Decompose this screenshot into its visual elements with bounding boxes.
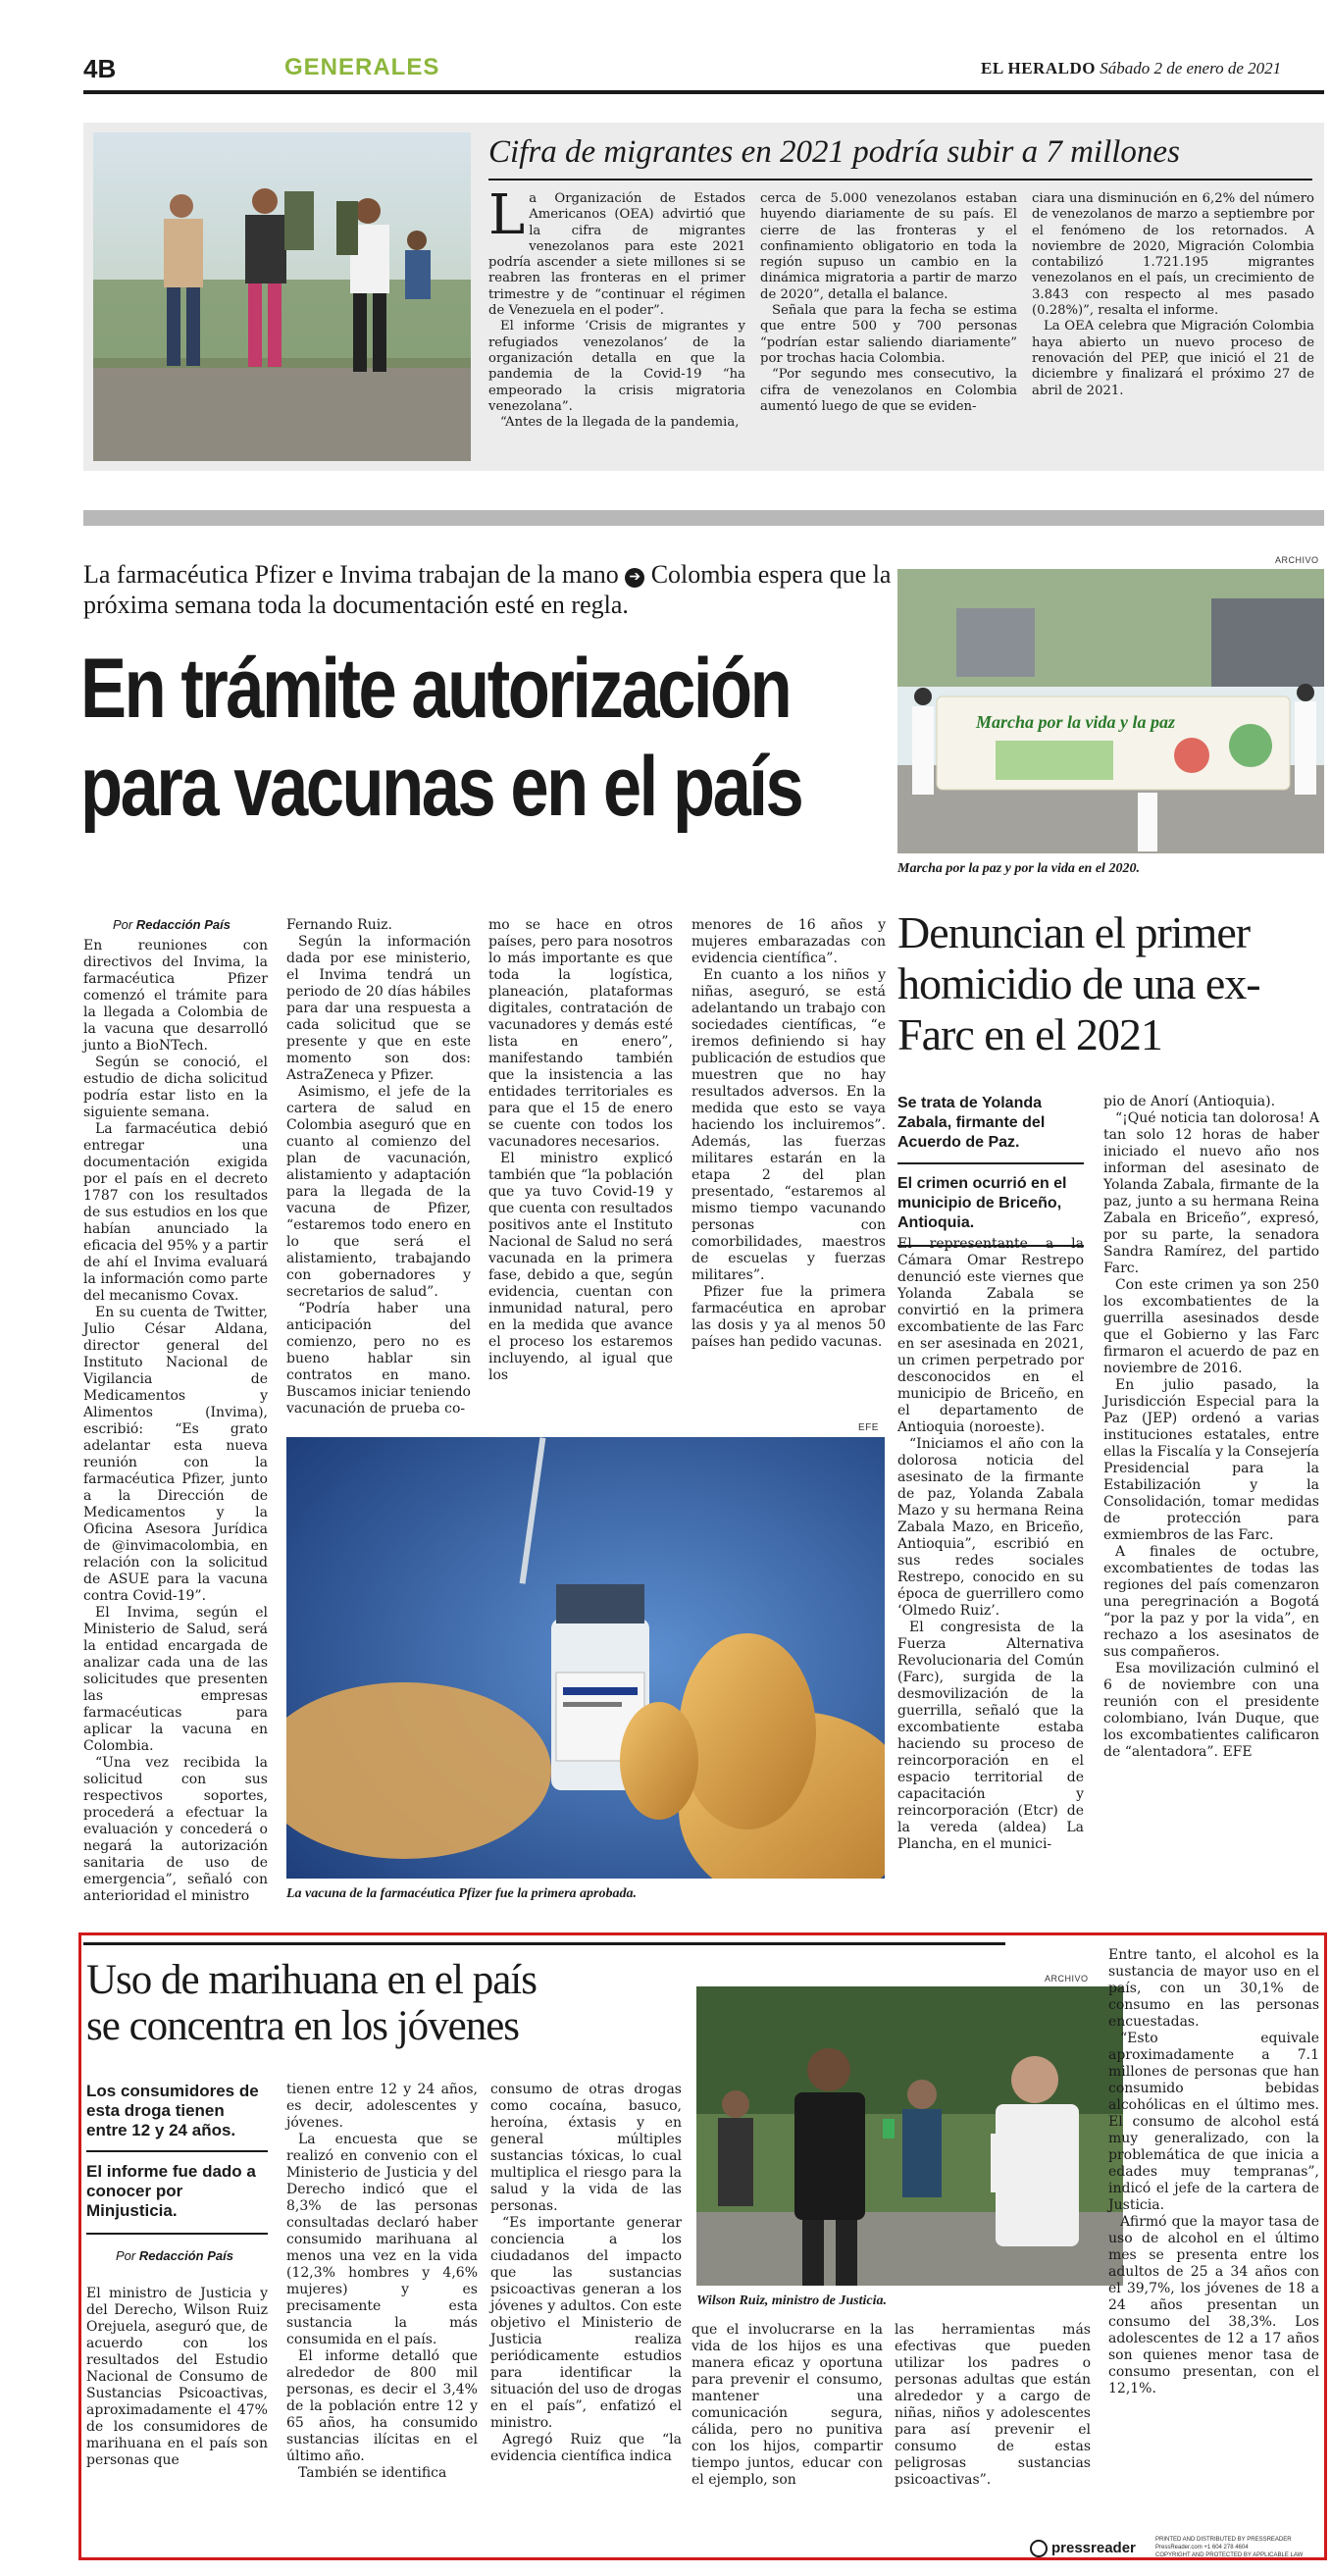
marijuana-column-2: [286, 2082, 478, 2482]
marijuana-column-3: [490, 2082, 682, 2465]
march-photo-credit: ARCHIVO: [1275, 555, 1319, 565]
marijuana-paragraph: las herramientas más efectivas que pueden utilizar los padres o personas adultas que están alrededor y a cargo de niñas, niños y adolescentes para así prevenir el consumo de estas peligrosas sustancias psicoactivas”.: [895, 2322, 1091, 2488]
march-photo: [897, 569, 1324, 853]
exfarc-paragraph: En julio pasado, la Jurisdicción Especial para la Paz (JEP) ordenó a varias instituciones estatales, entre ellas la Fiscalía y la Consejería Presidencial para la Estabilización y la Consolidación, tomar medidas de protección para exmiembros de las Farc.: [1103, 1377, 1319, 1543]
drop-cap: L: [488, 183, 526, 247]
marijuana-column-4: [691, 2322, 883, 2489]
marijuana-column-5: [895, 2322, 1091, 2489]
migrants-paragraph: cerca de 5.000 venezolanos estaban huyendo diariamente de su país. El cierre de las fronteras y el confinamiento obligatorio en toda la región supuso un cambio en la dinámica migratoria a partir de marzo de 2020”, detalla el balance.: [760, 191, 1017, 302]
exfarc-paragraph: “Iniciamos el año con la dolorosa noticia del asesinato de la firmante de paz, Yolanda Zabala Mazo y su hermana Reina Zabala Mazo, en Briceño, Antioquia”, escribió en sus redes sociales Restrepo, conocido en su época de guerrillero como ‘Olmedo Ruiz’.: [897, 1436, 1084, 1619]
ruiz-photo: [696, 1986, 1123, 2286]
marijuana-subdeck-2: El informe fue dado a conocer por Minjusticia.: [86, 2162, 268, 2235]
vaccines-deck: La farmacéutica Pfizer e Invima trabajan de la mano ➔ Colombia espera que la próxima semana toda la documentación esté en regla.: [83, 560, 892, 619]
vaccines-paragraph: En su cuenta de Twitter, Julio César Aldana, director general del Instituto Nacional de Vigilancia de Medicamentos y Alimentos (Invima), escribió: “Es grato adelantar esta nueva reunión con la farmacéutica Pfizer, junto a la Dirección de Medicamentos y la Oficina Asesora Jurídica de @invimacolombia, en relación con la solicitud de ASUE para la vacuna contra Covid-19”.: [83, 1305, 268, 1604]
marijuana-paragraph: que el involucrarse en la vida de los hijos es una manera eficaz y oportuna para prevenir el consumo, mantener una comunicación segura, cálida, pero no punitiva con los hijos, compartir tiempo juntos, educar con el ejemplo, son: [691, 2322, 883, 2488]
vaccines-headline: En trámite autorización para vacunas en el país: [80, 642, 802, 834]
exfarc-column-2: [1103, 1094, 1319, 1761]
marijuana-byline: Por Redacción País: [116, 2248, 233, 2263]
vaccines-column-2: [286, 917, 471, 1417]
migrants-paragraph: Señala que para la fecha se estima que entre 500 y 700 personas “podrían estar saliendo diariamente” por trochas hacia Colombia.: [760, 303, 1017, 366]
vaccines-paragraph: La farmacéutica debió entregar una documentación exigida por el país en el decreto 1787 con los resultados de sus estudios en los que habían anunciado la eficacia del 95% y a partir de ahí el Invima evaluará la información como parte del mecanismo Covax.: [83, 1121, 268, 1304]
pressreader-brand: pressreader: [1051, 2540, 1136, 2556]
masthead: [981, 59, 1281, 78]
section-name: GENERALES: [284, 54, 440, 80]
vaccines-column-1: [83, 917, 268, 1905]
marijuana-paragraph: El ministro de Justicia y del Derecho, Wilson Ruiz Orejuela, aseguró que, de acuerdo con los resultados del Estudio Nacional de Consumo de Sustancias Psicoactivas, aproximadamente el 47% de los consumidores de marihuana en el país son personas que: [86, 2286, 268, 2468]
pressreader-logo-icon: [1030, 2540, 1048, 2557]
migrants-paragraph: ciara una disminución en 6,2% del número de venezolanos de marzo a septiembre por el fenómeno de los retornados. A noviembre de 2020, Migración Colombia contabilizó 1.721.195 migrantes venezolanos en el país, un crecimiento de 3.843 con respecto al mes pasado (0.28%)”, resalta el informe.: [1032, 191, 1314, 319]
marijuana-paragraph: Agregó Ruiz que “la evidencia científica indica: [490, 2432, 682, 2464]
ruiz-photo-caption: Wilson Ruiz, ministro de Justicia.: [696, 2293, 887, 2308]
page-number: 4B: [83, 54, 117, 83]
vaccine-photo: [286, 1437, 885, 1879]
exfarc-paragraph: pio de Anorí (Antioquia).: [1103, 1094, 1276, 1109]
vaccines-paragraph: mo se hace en otros países, pero para nosotros lo más importante es que toda la logística, planeación, plataformas digitales, contratación de vacunadores y demás esté lista en enero”, manifestando también que la insistencia a las entidades territoriales es para que el 15 de enero se cuente con todos los vacunadores necesarios.: [488, 917, 673, 1150]
marijuana-column-1: [86, 2286, 268, 2469]
marijuana-paragraph: También se identifica: [298, 2465, 447, 2481]
paper-name: EL HERALDO: [981, 59, 1096, 77]
marijuana-paragraph: El informe detalló que alrededor de 800 mil personas, es decir el 3,4% de la población entre 12 y 65 años, ha consumido sustancias ilícitas en el último año.: [286, 2348, 478, 2464]
migrants-paragraph: La Organización de Estados Americanos (OEA) advirtió que la cifra de migrantes venezolanos para este 2021 podría ascender a siete millones si se reabren las fronteras en el primer trimestre y de “continuar el régimen de Venezuela en el poder”.: [488, 183, 745, 319]
arrow-right-icon: ➔: [625, 568, 644, 588]
vaccines-paragraph: En cuanto a los niños y niñas, aseguró, se está adelantando un trabajo con sociedades científicas, “e iremos definiendo si hay publicación de estudios que muestren que no hay resultados adversos. En la medida que esto se vaya haciendo los incluiremos”. Además, las fuerzas militares estarán en la etapa 2 del plan presentado, “estaremos al mismo tiempo vacunando personas con comorbilidades, maestros de escuelas y fuerzas militares”.: [691, 967, 886, 1283]
pressreader-notice: PRINTED AND DISTRIBUTED BY PRESSREADER PressReader.com +1 604 278 4604 COPYRIGHT AND PROTECTED BY APPLICABLE LAW: [1155, 2537, 1304, 2558]
migrants-headline: Cifra de migrantes en 2021 podría subir a 7 millones: [488, 134, 1180, 170]
vaccines-column-3: [488, 917, 673, 1384]
vaccines-paragraph: Según se conoció, el estudio de dicha solicitud podría estar listo en la siguiente semana.: [83, 1055, 268, 1120]
migrants-column-2: [760, 191, 1017, 415]
vaccines-paragraph: Asimismo, el jefe de la cartera de salud en Colombia aseguró que en cuanto al comienzo del plan de vacunación, alistamiento y adaptación para la llegada de la vacuna de Pfizer, “estaremos todo enero en lo que será el alistamiento, trabajando con gobernadores y secretarios de salud”.: [286, 1084, 471, 1300]
exfarc-paragraph: Con este crimen ya son 250 los excombatientes de la guerrilla asesinados desde que el Gobierno y las Farc firmaron el acuerdo de paz en noviembre de 2016.: [1103, 1277, 1319, 1376]
exfarc-paragraph: “¡Qué noticia tan dolorosa! A tan solo 12 horas de haber iniciado el nuevo año nos informan del asesinato de Yolanda Zabala, firmante de la paz, junto a su hermana Reina Zabala en Briceño”, expresó, por su parte, la senadora Sandra Ramírez, del partido Farc.: [1103, 1110, 1319, 1276]
section-divider: [83, 510, 1324, 526]
marijuana-paragraph: “Es importante generar conciencia a los ciudadanos del impacto que las sustancias psicoactivas generan a los jóvenes y adultos. Con este objetivo el Ministerio de Justicia realiza periódicamente estudios para identificar la situación del uso de drogas en el país”, enfatizó el ministro.: [490, 2215, 682, 2431]
ruiz-photo-credit: ARCHIVO: [1045, 1974, 1089, 1984]
marijuana-paragraph: “Esto equivale aproximadamente a 7.1 millones de personas que han consumido bebidas alcohólicas en el último mes. El consumo de alcohol está muy generalizado, con la problemática de que inicia a edades muy tempranas”, indicó el jefe de la cartera de Justicia.: [1108, 2031, 1319, 2213]
exfarc-paragraph: Esa movilización culminó el 6 de noviembre con una reunión con el presidente colombiano, Iván Duque, que los excombatientes calificaron de “alentadora”. EFE: [1103, 1661, 1319, 1760]
marijuana-paragraph: La encuesta que se realizó en convenio con el Ministerio de Justicia y del Derecho indicó que el 8,3% de las personas consultadas declaró haber consumido marihuana al menos una vez en la vida (12,3% hombres y 4,6% mujeres) y es precisamente esta sustancia la más consumida en el país.: [286, 2132, 478, 2347]
march-photo-caption: Marcha por la paz y por la vida en el 2020.: [897, 861, 1140, 876]
marijuana-rule: [83, 1942, 1005, 1945]
vaccine-photo-caption: La vacuna de la farmacéutica Pfizer fue la primera aprobada.: [286, 1886, 637, 1901]
vaccines-paragraph: El Invima, según el Ministerio de Salud, será la entidad encargada de analizar cada una de las solicitudes que presenten las empresas farmacéuticas para aplicar la vacuna en Colombia.: [83, 1605, 268, 1754]
marijuana-headline: Uso de marihuana en el país se concentra en los jóvenes: [86, 1957, 537, 2049]
exfarc-paragraph: El congresista de la Fuerza Alternativa Revolucionaria del Común (Farc), surgida de la desmovilización de la guerrilla, señaló que la excombatiente estaba haciendo su proceso de reincorporación en el espacio territorial de capacitación y reincorporación (Etcr) de la vereda (aldea) La Plancha, en el munici-: [897, 1620, 1084, 1852]
exfarc-paragraph: A finales de octubre, excombatientes de todas las regiones del país comenzaron una peregrinación a Bogotá “por la paz y por la vida”, en rechazo a los asesinatos de sus compañeros.: [1103, 1544, 1319, 1660]
vaccines-paragraph: Según la información dada por ese ministerio, el Invima tendrá un periodo de 20 días hábiles para dar una respuesta a cada solicitud que se presente y que en este momento son dos: AstraZeneca y Pfizer.: [286, 934, 471, 1083]
migrants-column-3: [1032, 191, 1314, 399]
vaccines-paragraph: Pfizer fue la primera farmacéutica en aprobar las dosis y ya al menos 50 países han pedido vacunas.: [691, 1284, 886, 1350]
marijuana-paragraph: consumo de otras drogas como cocaína, basuco, heroína, éxtasis y en general múltiples sustancias tóxicas, lo cual multiplica el riesgo para la salud y la vida de las personas.: [490, 2082, 682, 2214]
migrants-paragraph: El informe ‘Crisis de migrantes y refugiados venezolanos’ de la organización detalla en que la pandemia de la Covid-19 “ha empeorado la crisis migratoria venezolana”.: [488, 319, 745, 414]
migrants-column-1: [488, 183, 745, 431]
migrants-rule: [488, 179, 1312, 180]
vaccines-paragraph: “Podría haber una anticipación del comienzo, pero no es bueno hablar sin contratos en mano. Buscamos iniciar teniendo vacunación de prueba co-: [286, 1301, 471, 1417]
vaccines-column-4: [691, 917, 886, 1351]
vaccines-paragraph: El ministro explicó también que “la población que ya tuvo Covid-19 y que cuenta con resultados positivos ante el Instituto Nacional de Salud no será vacunada en la primera fase, debido a que, según evidencia, cuentan con inmunidad natural, pero en la medida que avance el proceso los estaremos incluyendo, al igual que los: [488, 1151, 673, 1383]
marijuana-paragraph: Afirmó que la mayor tasa de uso de alcohol en el último mes se presenta entre los adultos de 25 a 34 años con el 39,7%, los jóvenes de 18 a 24 años presentan un consumo del 38,3%. Los adolescentes de 12 a 17 años son quienes menor tasa de consumo presentan, con el 12,1%.: [1108, 2214, 1319, 2396]
marijuana-subdecks: [86, 2082, 268, 2269]
vaccine-photo-credit: EFE: [858, 1422, 879, 1433]
vaccines-paragraph: “Una vez recibida la solicitud con sus respectivos soportes, procederá a efectuar la evaluación y concederá o negará la autorización sanitaria de uso de emergencia”, señaló con anterioridad el ministro: [83, 1755, 268, 1904]
vaccines-byline: Por Redacción País: [113, 917, 230, 932]
exfarc-subdeck-2: El crimen ocurrió en el municipio de Briceño, Antioquia.: [897, 1174, 1084, 1247]
migrants-paragraph: La OEA celebra que Migración Colombia haya abierto un nuevo proceso de renovación del PEP, que inició el 21 de diciembre y finalizará el próximo 27 de abril de 2021.: [1032, 319, 1314, 398]
migrants-paragraph: “Antes de la llegada de la pandemia,: [500, 415, 740, 431]
marijuana-column-6: [1108, 1947, 1319, 2397]
marijuana-paragraph: Entre tanto, el alcohol es la sustancia de mayor uso en el país, con un 30,1% de consumo en las personas encuestadas.: [1108, 1947, 1319, 2030]
header-rule: [83, 90, 1324, 94]
vaccines-paragraph: menores de 16 años y mujeres embarazadas con evidencia científica”.: [691, 917, 886, 966]
exfarc-paragraph: El representante a la Cámara Omar Restrepo denunció este viernes que Yolanda Zabala se convirtió en la primera excombatiente de las Farc en ser asesinada en 2021, un crimen perpetrado por desconocidos en el municipio de Briceño, en el departamento de Antioquia (noroeste).: [897, 1236, 1084, 1435]
migrants-photo: [93, 132, 471, 461]
exfarc-headline: Denuncian el primer homicidio de una ex-Farc en el 2021: [897, 907, 1260, 1059]
exfarc-column-1: [897, 1236, 1084, 1853]
vaccines-paragraph: Fernando Ruiz.: [286, 917, 393, 933]
marijuana-paragraph: tienen entre 12 y 24 años, es decir, adolescentes y jóvenes.: [286, 2082, 478, 2131]
issue-date: Sábado 2 de enero de 2021: [1100, 59, 1282, 77]
migrants-paragraph: “Por segundo mes consecutivo, la cifra de venezolanos en Colombia aumentó luego de que se eviden-: [760, 367, 1017, 414]
pressreader-footer[interactable]: [1030, 2536, 1324, 2565]
marijuana-subdeck-1: Los consumidores de esta droga tienen entre 12 y 24 años.: [86, 2082, 268, 2152]
march-banner-text: Marcha por la vida y la paz: [976, 712, 1176, 732]
exfarc-subdeck-1: Se trata de Yolanda Zabala, firmante del Acuerdo de Paz.: [897, 1094, 1084, 1164]
vaccines-paragraph: En reuniones con directivos del Invima, la farmacéutica Pfizer comenzó el trámite para la llegada a Colombia de la vacuna que desarrolló junto a BioNTech.: [83, 938, 268, 1054]
exfarc-subdecks: [897, 1094, 1084, 1259]
